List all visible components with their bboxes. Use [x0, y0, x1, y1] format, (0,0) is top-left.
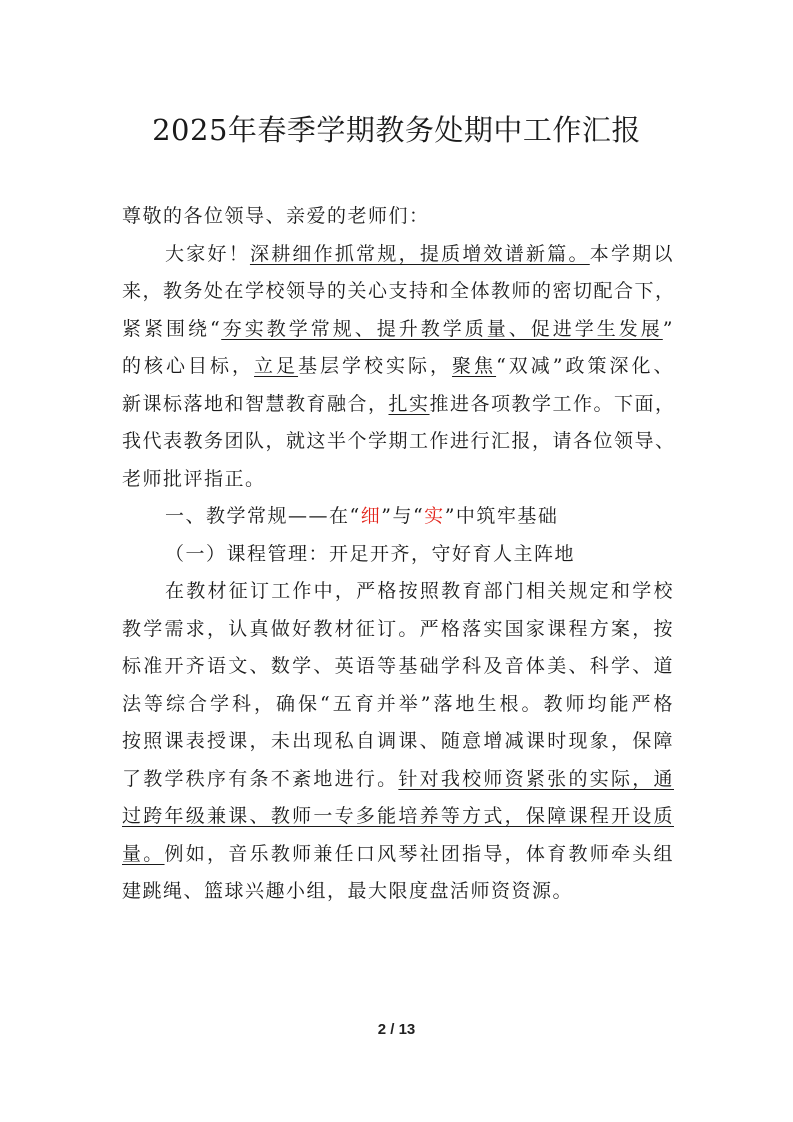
section-text: ”与“ [381, 505, 425, 527]
underlined-word: 扎实 [388, 392, 430, 415]
paragraph-text: 例如，音乐教师兼任口风琴社团指导，体育教师牵头组 [164, 842, 674, 865]
intro-line-3 [122, 311, 674, 349]
intro-line-7: 老师批评指正。 [122, 467, 266, 490]
intro-text: 新课标落地和智慧教育融合， [122, 392, 389, 415]
paragraph-line-1: 在教材征订工作中，严格按照教育部门相关规定和学校 [165, 580, 674, 602]
intro-line-1 [122, 236, 674, 274]
underlined-sentence: 针对我校师资紧张的实际，通 [398, 767, 674, 790]
intro-line-2: 来，教务处在学校领导的关心支持和全体教师的密切配合下， [122, 280, 676, 302]
intro-text: 的核心目标， [122, 355, 255, 377]
paragraph-line-4: 法等综合学科，确保“五育并举”落地生根。教师均能严格 [122, 692, 674, 715]
section-heading-1 [122, 498, 674, 536]
underlined-sentence: 量。 [122, 842, 165, 865]
intro-line-5 [122, 386, 674, 424]
intro-text: 基层学校实际， [298, 355, 453, 377]
salutation: 尊敬的各位领导、亲爱的老师们： [122, 205, 430, 227]
section-text: 一、教学常规——在“ [165, 505, 361, 527]
highlight-word: 细 [360, 505, 382, 527]
intro-text: 推进各项教学工作。下面， [429, 392, 676, 415]
paragraph-line-3: 标准开齐语文、数学、英语等基础学科及音体美、科学、道 [122, 655, 674, 677]
intro-text: ” [662, 317, 674, 340]
document-title: 2025年春季学期教务处期中工作汇报 [152, 113, 641, 147]
subsection-heading-1: （一）课程管理：开足开齐，守好育人主阵地 [165, 542, 576, 565]
paragraph-line-2: 教学需求，认真做好教材征订。严格落实国家课程方案，按 [122, 617, 674, 640]
paragraph-line-9: 建跳绳、篮球兴趣小组，最大限度盘活师资资源。 [122, 880, 574, 902]
underlined-goal: 夯实教学常规、提升教学质量、促进学生发展 [221, 317, 663, 340]
intro-text: 紧紧围绕“ [122, 317, 222, 340]
paragraph-line-8 [122, 836, 674, 874]
underlined-sentence: 过跨年级兼课、教师一专多能培养等方式，保障课程开设质 [122, 805, 674, 827]
document-body [122, 198, 674, 911]
intro-text: “双减”政策深化、 [496, 355, 674, 377]
intro-line-4 [122, 348, 674, 386]
intro-line-6: 我代表教务团队，就这半个学期工作进行汇报，请各位领导、 [122, 430, 676, 452]
paragraph-line-5: 按照课表授课，未出现私自调课、随意增减课时现象，保障 [122, 730, 674, 752]
underlined-slogan: 深耕细作抓常规，提质增效谱新篇。 [249, 242, 590, 265]
paragraph-line-7 [122, 798, 674, 836]
section-text: ”中筑牢基础 [444, 505, 559, 527]
underlined-word: 立足 [254, 355, 299, 377]
highlight-word: 实 [424, 505, 445, 527]
underlined-word: 聚焦 [452, 355, 497, 377]
paragraph-text: 了教学秩序有条不紊地进行。 [122, 767, 399, 790]
paragraph-line-6 [122, 761, 674, 799]
page-number: 2 / 13 [377, 1021, 416, 1038]
greeting: 大家好！ [165, 242, 250, 265]
intro-text: 本学期以 [589, 242, 674, 265]
